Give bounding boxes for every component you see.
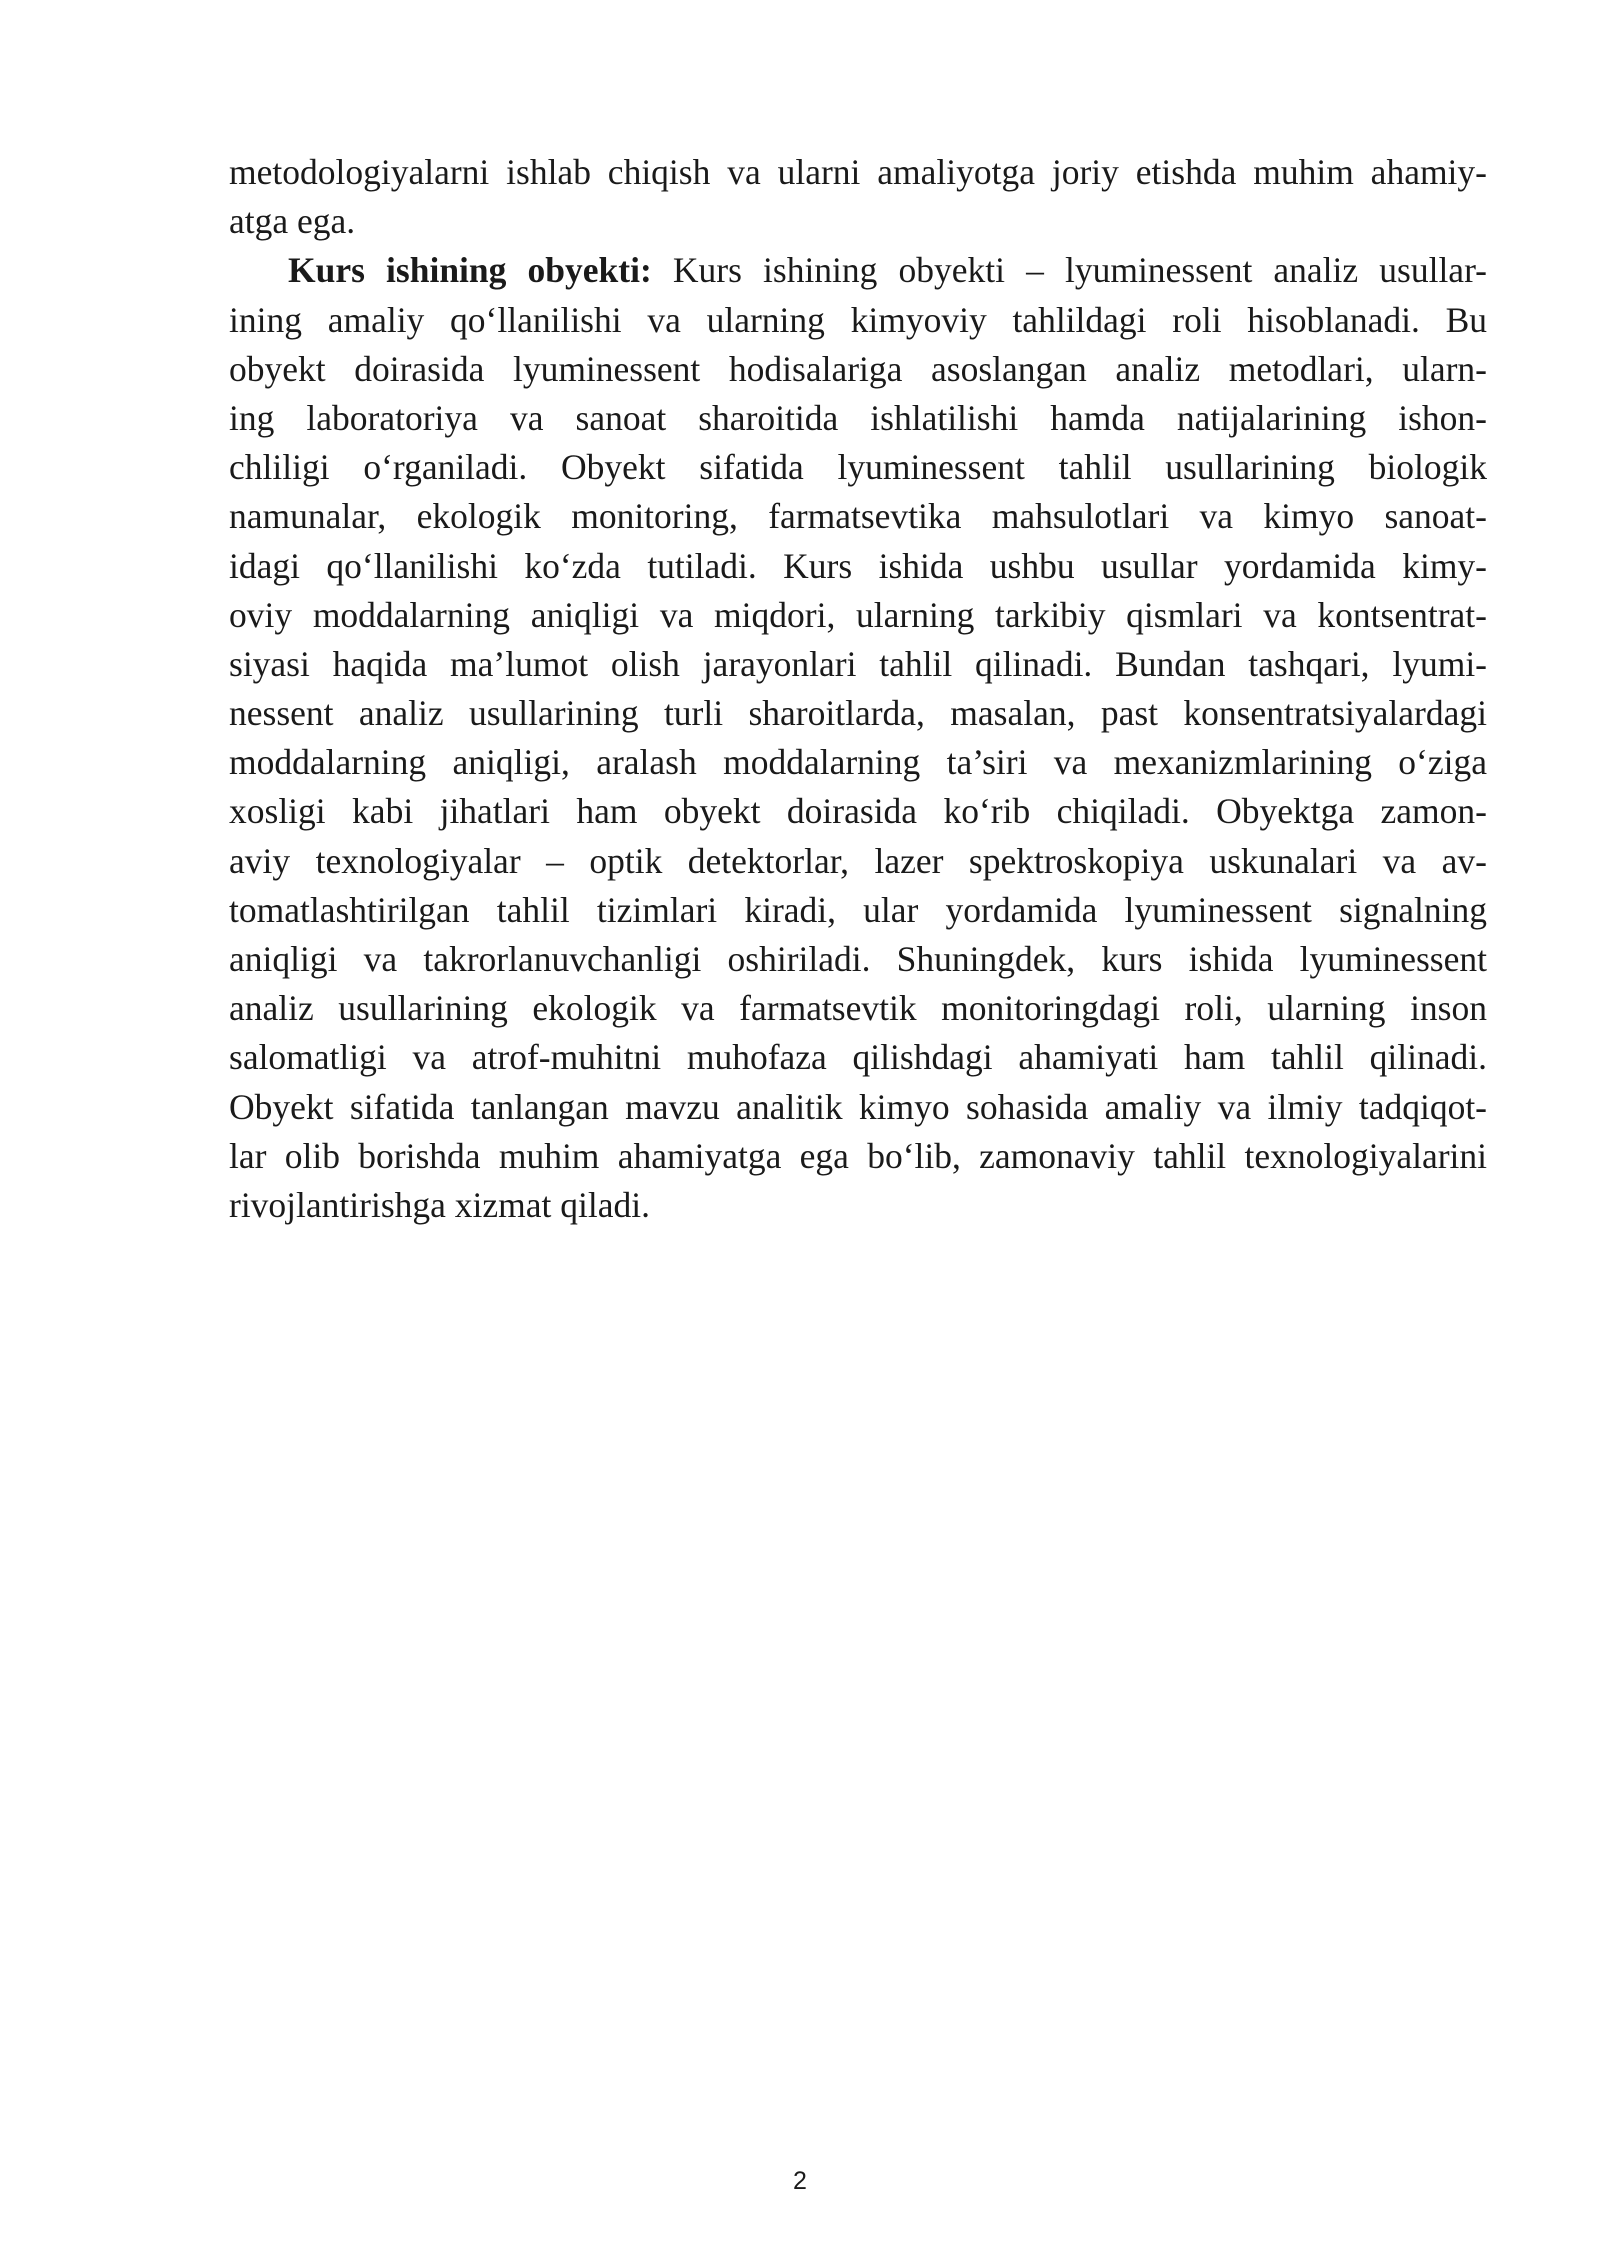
text-line: idagi qo‘llanilishi ko‘zda tutiladi. Kurs ishida ushbu usullar yordamida kimy-	[229, 545, 1487, 586]
text-line: metodologiyalarni ishlab chiqish va ularni amaliyotga joriy etishda muhim ahamiy-	[229, 152, 1487, 192]
text-line: rivojlantirishga xizmat qiladi.	[229, 1184, 650, 1225]
text-line: atga ega.	[229, 201, 356, 242]
paragraph-course-object	[229, 246, 1487, 1230]
page-number: 2	[793, 2167, 807, 2195]
text-line-rest: Kurs ishining obyekti – lyuminessent analiz usullar-	[672, 250, 1487, 291]
text-line: nessent analiz usullarining turli sharoitlarda, masalan, past konsentratsiyalardagi	[229, 693, 1487, 734]
text-line: siyasi haqida ma’lumot olish jarayonlari tahlil qilinadi. Bundan tashqari, lyumi-	[229, 643, 1487, 684]
text-line: obyekt doirasida lyuminessent hodisalariga asoslangan analiz metodlari, ularn-	[229, 348, 1487, 389]
text-line: moddalarning aniqligi, aralash moddalarning ta’siri va mexanizmlarining o‘ziga	[229, 742, 1487, 783]
section-heading-inline: Kurs ishining obyekti:	[288, 250, 652, 291]
text-line: tomatlashtirilgan tahlil tizimlari kiradi, ular yordamida lyuminessent signalning	[229, 889, 1487, 930]
text-line: ining amaliy qo‘llanilishi va ularning kimyoviy tahlildagi roli hisoblanadi. Bu	[229, 299, 1487, 340]
text-line: aviy texnologiyalar – optik detektorlar, lazer spektroskopiya uskunalari va av-	[229, 840, 1487, 881]
text-line: oviy moddalarning aniqligi va miqdori, ularning tarkibiy qismlari va kontsentrat-	[229, 594, 1487, 635]
text-line: Obyekt sifatida tanlangan mavzu analitik kimyo sohasida amaliy va ilmiy tadqiqot-	[229, 1086, 1487, 1127]
text-line: chliligi o‘rganiladi. Obyekt sifatida lyuminessent tahlil usullarining biologik	[229, 447, 1487, 488]
body-text	[229, 148, 1487, 1230]
paragraph-intro-continuation	[229, 148, 1487, 246]
text-line: lar olib borishda muhim ahamiyatga ega bo‘lib, zamonaviy tahlil texnologiyalarini	[229, 1135, 1487, 1176]
text-line: salomatligi va atrof-muhitni muhofaza qilishdagi ahamiyati ham tahlil qilinadi.	[229, 1037, 1487, 1078]
text-line: namunalar, ekologik monitoring, farmatsevtika mahsulotlari va kimyo sanoat-	[229, 496, 1487, 537]
text-line	[229, 246, 1487, 295]
text-line: analiz usullarining ekologik va farmatsevtik monitoringdagi roli, ularning inson	[229, 988, 1487, 1029]
text-line: ing laboratoriya va sanoat sharoitida ishlatilishi hamda natijalarining ishon-	[229, 397, 1487, 438]
text-line: aniqligi va takrorlanuvchanligi oshiriladi. Shuningdek, kurs ishida lyuminessent	[229, 939, 1487, 979]
text-line: xosligi kabi jihatlari ham obyekt doirasida ko‘rib chiqiladi. Obyektga zamon-	[229, 791, 1487, 832]
